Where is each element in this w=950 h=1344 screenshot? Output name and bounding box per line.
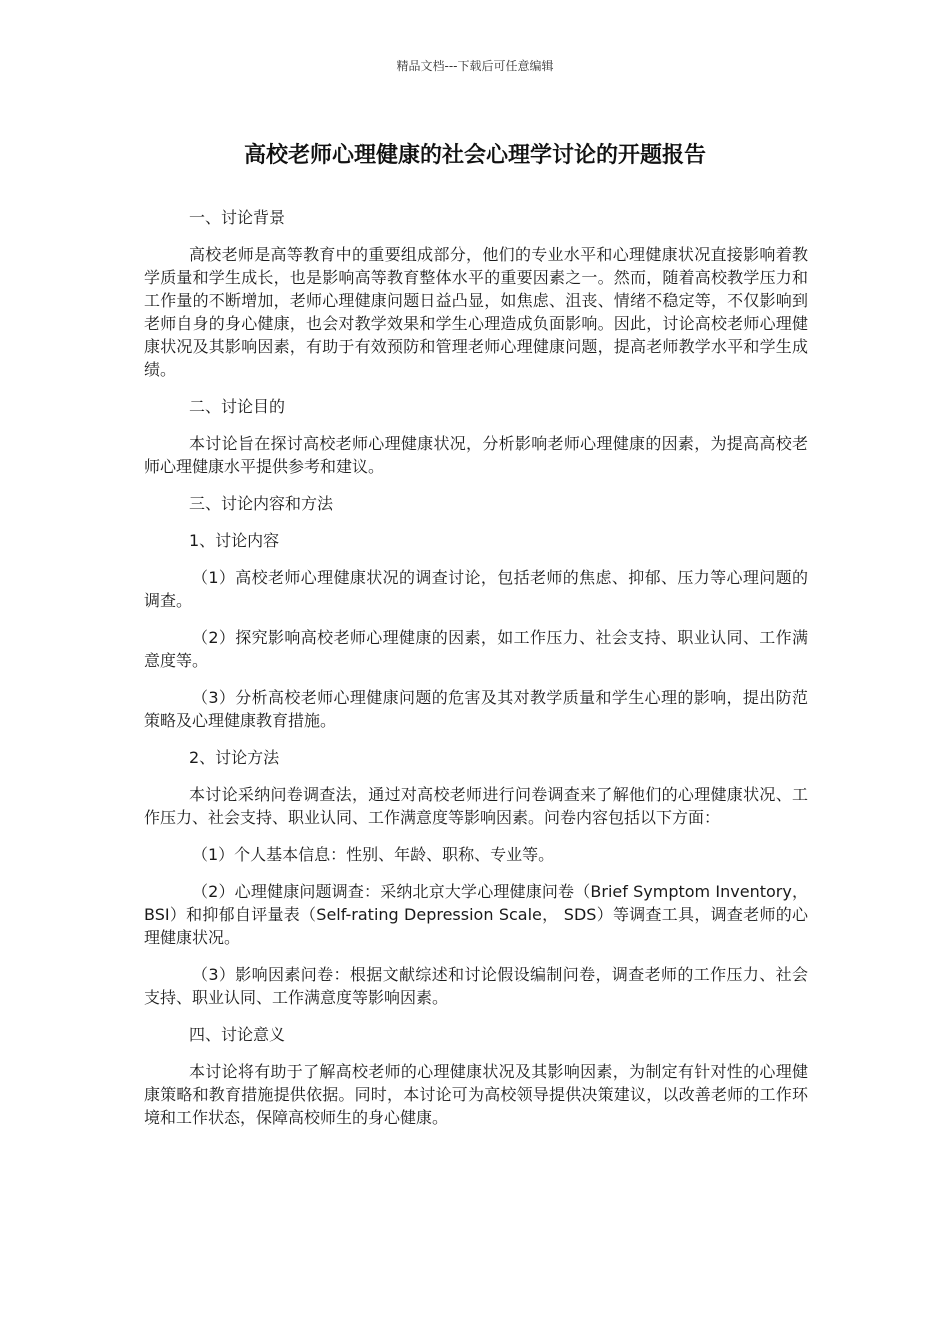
methods-item-1: （1）个人基本信息：性别、年龄、职称、专业等。 — [192, 845, 555, 864]
content-item-3: （3）分析高校老师心理健康问题的危害及其对教学质量和学生心理的影响，提出防范策略及心理健康教育措施。 — [144, 688, 808, 730]
content-item-2: （2）探究影响高校老师心理健康的因素，如工作压力、社会支持、职业认同、工作满意度等。 — [144, 628, 808, 670]
section-heading-purpose: 二、讨论目的 — [189, 397, 286, 416]
document-body — [144, 206, 808, 1143]
section-heading-background: 一、讨论背景 — [189, 208, 286, 227]
document-title: 高校老师心理健康的社会心理学讨论的开题报告 — [243, 143, 706, 168]
section-heading-significance: 四、讨论意义 — [189, 1025, 286, 1044]
purpose-paragraph: 本讨论旨在探讨高校老师心理健康状况，分析影响老师心理健康的因素，为提高高校老师心理健康水平提供参考和建议。 — [144, 434, 808, 476]
methods-paragraph: 本讨论采纳问卷调查法，通过对高校老师进行问卷调查来了解他们的心理健康状况、工作压力、社会支持、职业认同、工作满意度等影响因素。问卷内容包括以下方面： — [144, 785, 808, 827]
significance-paragraph: 本讨论将有助于了解高校老师的心理健康状况及其影响因素，为制定有针对性的心理健康策略和教育措施提供依据。同时，本讨论可为高校领导提供决策建议，以改善老师的工作环境和工作状态，保障高校师生的身心健康。 — [144, 1062, 808, 1127]
background-paragraph: 高校老师是高等教育中的重要组成部分，他们的专业水平和心理健康状况直接影响着教学质量和学生成长，也是影响高等教育整体水平的重要因素之一。然而，随着高校教学压力和工作量的不断增加，老师心理健康问题日益凸显，如焦虑、沮丧、情绪不稳定等，不仅影响到老师自身的身心健康，也会对教学效果和学生心理造成负面影响。因此，讨论高校老师心理健康状况及其影响因素，有助于有效预防和管理老师心理健康问题，提高老师教学水平和学生成绩。 — [144, 245, 808, 379]
subsection-heading-methods: 2、讨论方法 — [189, 748, 280, 767]
methods-item-2: （2）心理健康问题调查：采纳北京大学心理健康问卷（Brief Symptom Inventory， BSI）和抑郁自评量表（Self-rating Depression Scale， SDS）等调查工具，调查老师的心理健康状况。 — [144, 882, 808, 947]
page-header-note: 精品文档---下载后可任意编辑 — [396, 59, 554, 73]
subsection-heading-content: 1、讨论内容 — [189, 531, 280, 550]
content-item-1: （1）高校老师心理健康状况的调查讨论，包括老师的焦虑、抑郁、压力等心理问题的调查。 — [144, 568, 808, 610]
methods-item-3: （3）影响因素问卷：根据文献综述和讨论假设编制问卷，调查老师的工作压力、社会支持、职业认同、工作满意度等影响因素。 — [144, 965, 808, 1007]
section-heading-content-methods: 三、讨论内容和方法 — [189, 494, 334, 513]
